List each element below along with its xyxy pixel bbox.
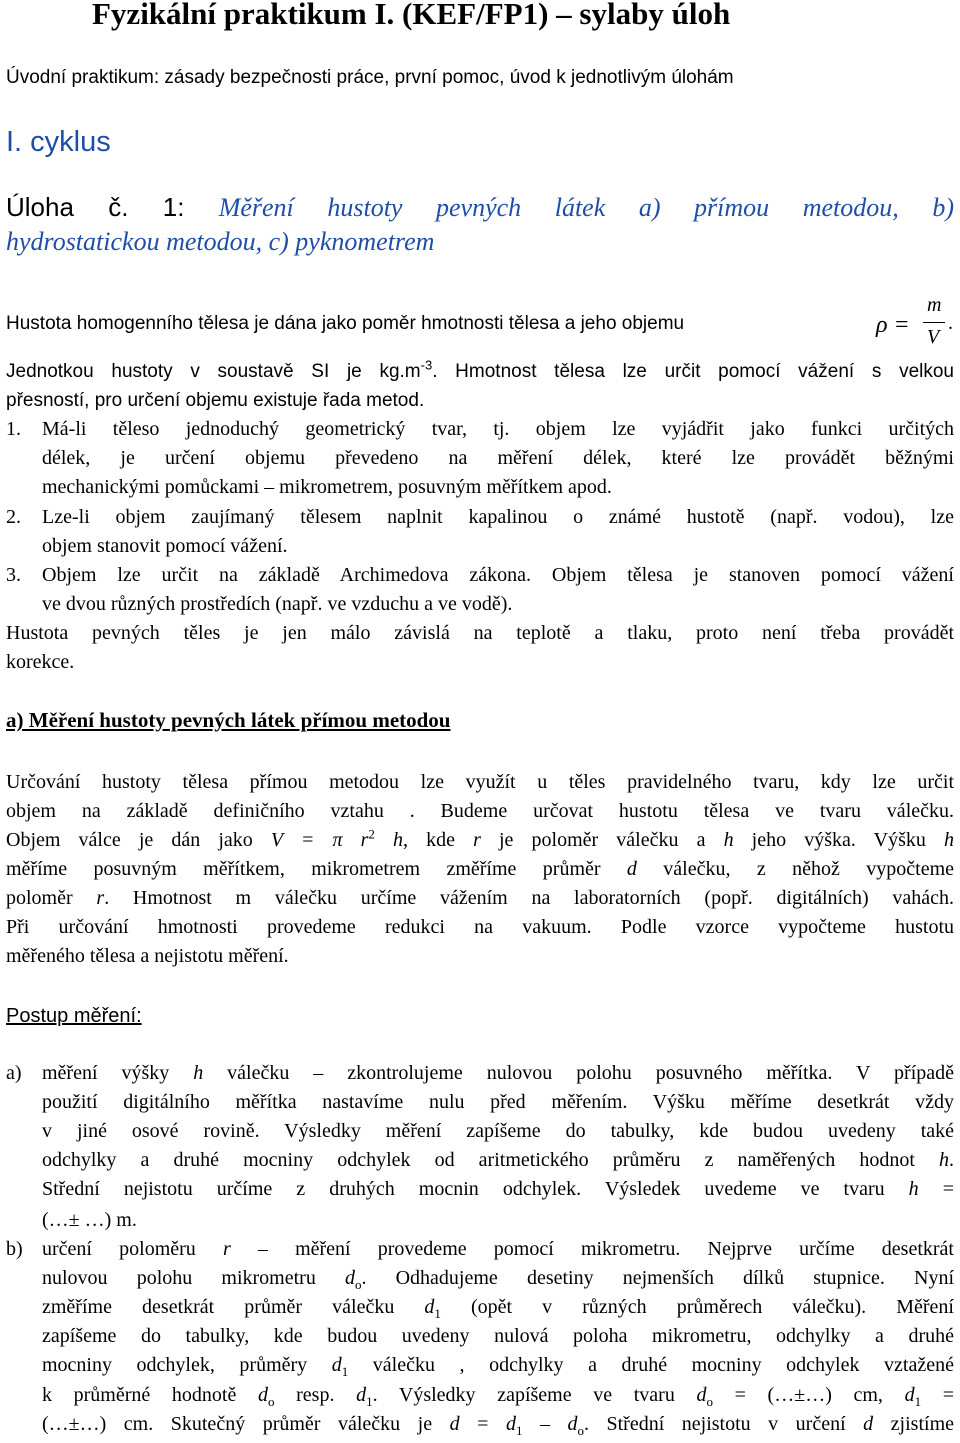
method-2-line1: Lze-li objem zaujímaný tělesem naplnit kapalinou o známé hustotě (např. vodou), lze bbox=[42, 506, 954, 528]
text-span: měření výšky bbox=[42, 1062, 194, 1084]
subscript: 1 bbox=[341, 1364, 349, 1379]
text-span: . Výsledky zapíšeme ve tvaru bbox=[372, 1384, 697, 1406]
subscript: o bbox=[268, 1394, 275, 1409]
text-span: = bbox=[459, 1413, 506, 1435]
text-span: změříme desetkrát průměr válečku bbox=[42, 1296, 425, 1318]
intro-line: Úvodní praktikum: zásady bezpečnosti práce, první pomoc, úvod k jednotlivým úlohám bbox=[6, 67, 734, 88]
math-h: h bbox=[193, 1062, 204, 1084]
method-1-number: 1. bbox=[6, 418, 21, 440]
math-d: d bbox=[505, 1413, 516, 1435]
step-b-line1 bbox=[42, 1235, 954, 1264]
step-b-line7 bbox=[42, 1410, 954, 1439]
method-2-number: 2. bbox=[6, 506, 21, 528]
density-line2-rest: . Hmotnost tělesa lze určit pomocí vážení s velkou bbox=[432, 361, 954, 382]
math-r: r bbox=[96, 887, 105, 909]
density-line3: přesností, pro určení objemu existuje řada metod. bbox=[6, 390, 425, 411]
density-unit-text: Jednotkou hustoty v soustavě SI je kg.m bbox=[6, 361, 421, 382]
density-line2 bbox=[6, 357, 954, 386]
math-d: d bbox=[356, 1384, 367, 1406]
step-b-line2 bbox=[42, 1264, 954, 1293]
text-span: k průměrné hodnotě bbox=[42, 1384, 258, 1406]
text-span: (opět v různých průměrech válečku). Měření bbox=[440, 1296, 954, 1318]
math-d: d bbox=[449, 1413, 460, 1435]
procedure-heading: Postup měření: bbox=[6, 1005, 142, 1027]
method-1-line1: Má-li těleso jednoduchý geometrický tvar, tj. objem lze vyjádřit jako funkci určitých bbox=[42, 418, 954, 440]
math-h: h bbox=[723, 829, 734, 851]
text-span: Objem válce je dán jako bbox=[6, 829, 271, 851]
volume-formula: V = π r bbox=[270, 829, 369, 851]
superscript: 2 bbox=[368, 826, 375, 842]
step-a-line6: (…± …) m. bbox=[42, 1209, 137, 1231]
step-a-line3: v jiné osové rovině. Výsledky měření zapíšeme do tabulky, kde budou uvedeny také bbox=[42, 1120, 954, 1142]
section-a-heading: a) Měření hustoty pevných látek přímou metodou bbox=[6, 708, 451, 732]
formula-numerator: m bbox=[927, 294, 942, 316]
para-a-line7: měřeného tělesa a nejistotu měření. bbox=[6, 945, 289, 967]
task-title-line1: Měření hustoty pevných látek a) přímou metodou, b) bbox=[218, 193, 954, 222]
math-d: d bbox=[331, 1354, 342, 1376]
subscript: 1 bbox=[515, 1423, 523, 1438]
step-a-line5 bbox=[42, 1175, 954, 1204]
text-span: (…±…) cm. Skutečný průměr válečku je bbox=[42, 1413, 450, 1435]
text-span: jeho výška. Výšku bbox=[733, 829, 944, 851]
text-span: poloměr bbox=[6, 887, 97, 909]
math-h: h bbox=[943, 829, 954, 851]
math-d: d bbox=[863, 1413, 874, 1435]
text-span: . bbox=[949, 1149, 954, 1171]
step-a-label: a) bbox=[6, 1062, 22, 1084]
density-formula bbox=[876, 296, 956, 356]
text-span: – měření provedeme pomocí mikrometru. Nejprve určíme desetkrát bbox=[230, 1238, 954, 1260]
task-title-line2: hydrostatickou metodou, c) pyknometrem bbox=[6, 227, 435, 256]
para-a-line3 bbox=[6, 826, 954, 855]
para-a-line4 bbox=[6, 855, 954, 884]
step-a-line1 bbox=[42, 1059, 954, 1088]
text-span: je poloměr válečku a bbox=[480, 829, 724, 851]
method-2-line2: objem stanovit pomocí vážení. bbox=[42, 535, 288, 557]
text-span: , kde bbox=[403, 829, 474, 851]
text-span: . Odhadujeme desetiny nejmenších dílků stupnice. Nyní bbox=[361, 1267, 954, 1289]
method-3-line2: ve dvou různých prostředích (např. ve vzduchu a ve vodě). bbox=[42, 593, 513, 615]
step-a-line4 bbox=[42, 1146, 954, 1175]
para-a-line1: Určování hustoty tělesa přímou metodou lze využít u těles pravidelného tvaru, kdy lze určit bbox=[6, 771, 954, 793]
math-d: d bbox=[567, 1413, 578, 1435]
text-span: – bbox=[522, 1413, 568, 1435]
math-h: h bbox=[939, 1149, 949, 1171]
subscript: 1 bbox=[434, 1306, 441, 1321]
subscript: o bbox=[706, 1394, 713, 1409]
math-h: h bbox=[908, 1178, 919, 1200]
note-line1: Hustota pevných těles je jen málo závislá na teplotě a tlaku, proto není třeba provádět bbox=[6, 622, 954, 644]
text-span: = bbox=[918, 1178, 954, 1200]
text-span: nulovou polohu mikrometru bbox=[42, 1267, 345, 1289]
text-span: určení poloměru bbox=[42, 1238, 223, 1260]
fraction-bar bbox=[923, 322, 945, 323]
text-span: měříme posuvným měřítkem, mikrometrem změříme průměr bbox=[6, 858, 627, 880]
para-a-line2: objem na základě definičního vztahu . Budeme určovat hustotu tělesa ve tvaru válečku. bbox=[6, 800, 954, 822]
formula-lhs: ρ = bbox=[876, 312, 910, 338]
subscript: o bbox=[354, 1277, 362, 1292]
math-d: d bbox=[424, 1296, 435, 1318]
text-span: . Střední nejistotu v určení bbox=[583, 1413, 864, 1435]
step-b-line3 bbox=[42, 1293, 954, 1322]
text-span: resp. bbox=[274, 1384, 357, 1406]
method-1-line3: mechanickými pomůckami – mikrometrem, posuvným měřítkem apod. bbox=[42, 476, 612, 498]
method-1-line2: délek, je určení objemu převedeno na měření délek, které lze provádět běžnými bbox=[42, 447, 954, 469]
text-span: mocniny odchylek, průměry bbox=[42, 1354, 332, 1376]
text-span: Střední nejistotu určíme z druhých mocnin odchylek. Výsledek uvedeme ve tvaru bbox=[42, 1178, 909, 1200]
note-line2: korekce. bbox=[6, 651, 75, 673]
step-b-line6 bbox=[42, 1381, 954, 1410]
text-span: válečku, z něhož vypočteme bbox=[636, 858, 954, 880]
math-d: d bbox=[626, 858, 637, 880]
math-r: r bbox=[222, 1238, 231, 1260]
text-span: válečku , odchylky a druhé mocniny odchylek vztažené bbox=[348, 1354, 954, 1376]
density-line1: Hustota homogenního tělesa je dána jako poměr hmotnosti tělesa a jeho objemu bbox=[6, 313, 685, 334]
para-a-line6: Při určování hmotnosti provedeme redukci na vakuum. Podle vzorce vypočteme hustotu bbox=[6, 916, 954, 938]
math-d: d bbox=[696, 1384, 707, 1406]
step-a-line2: použití digitálního měřítka nastavíme nulu před měřením. Výšku měříme desetkrát vždy bbox=[42, 1091, 954, 1113]
subscript: o bbox=[577, 1423, 584, 1438]
subscript: 1 bbox=[914, 1394, 922, 1409]
step-b-label: b) bbox=[6, 1238, 23, 1260]
step-b-line5 bbox=[42, 1351, 954, 1380]
math-d: d bbox=[904, 1384, 915, 1406]
math-h: h bbox=[374, 829, 403, 851]
subscript: 1 bbox=[366, 1394, 373, 1409]
para-a-line5 bbox=[6, 884, 954, 913]
text-span: odchylky a druhé mocniny odchylek od aritmetického průměru z naměřených hodnot bbox=[42, 1149, 939, 1171]
method-3-line1: Objem lze určit na základě Archimedova zákona. Objem tělesa je stanoven pomocí vážení bbox=[42, 564, 954, 586]
task-number: Úloha č. 1: bbox=[6, 192, 219, 222]
formula-denominator: V bbox=[927, 326, 940, 348]
math-d: d bbox=[258, 1384, 268, 1406]
text-span: = (…±…) cm, bbox=[713, 1384, 905, 1406]
formula-end: . bbox=[948, 312, 953, 334]
step-b-line4: zapíšeme do tabulky, kde budou uvedeny nulová poloha mikrometru, odchylky a druhé bbox=[42, 1325, 954, 1347]
math-r: r bbox=[473, 829, 481, 851]
task-heading bbox=[6, 190, 954, 225]
density-unit-sup: -3 bbox=[420, 357, 433, 373]
cycle-heading: I. cyklus bbox=[6, 126, 111, 158]
math-d: d bbox=[344, 1267, 355, 1289]
page-title: Fyzikální praktikum I. (KEF/FP1) – sylaby úloh bbox=[92, 0, 731, 31]
text-span: zjistíme bbox=[873, 1413, 954, 1435]
text-span: . Hmotnost m válečku určíme vážením na laboratorních (popř. digitálních) vahách. bbox=[104, 887, 954, 909]
text-span: válečku – zkontrolujeme nulovou polohu posuvného měřítka. V případě bbox=[203, 1062, 954, 1084]
text-span: = bbox=[921, 1384, 954, 1406]
method-3-number: 3. bbox=[6, 564, 21, 586]
